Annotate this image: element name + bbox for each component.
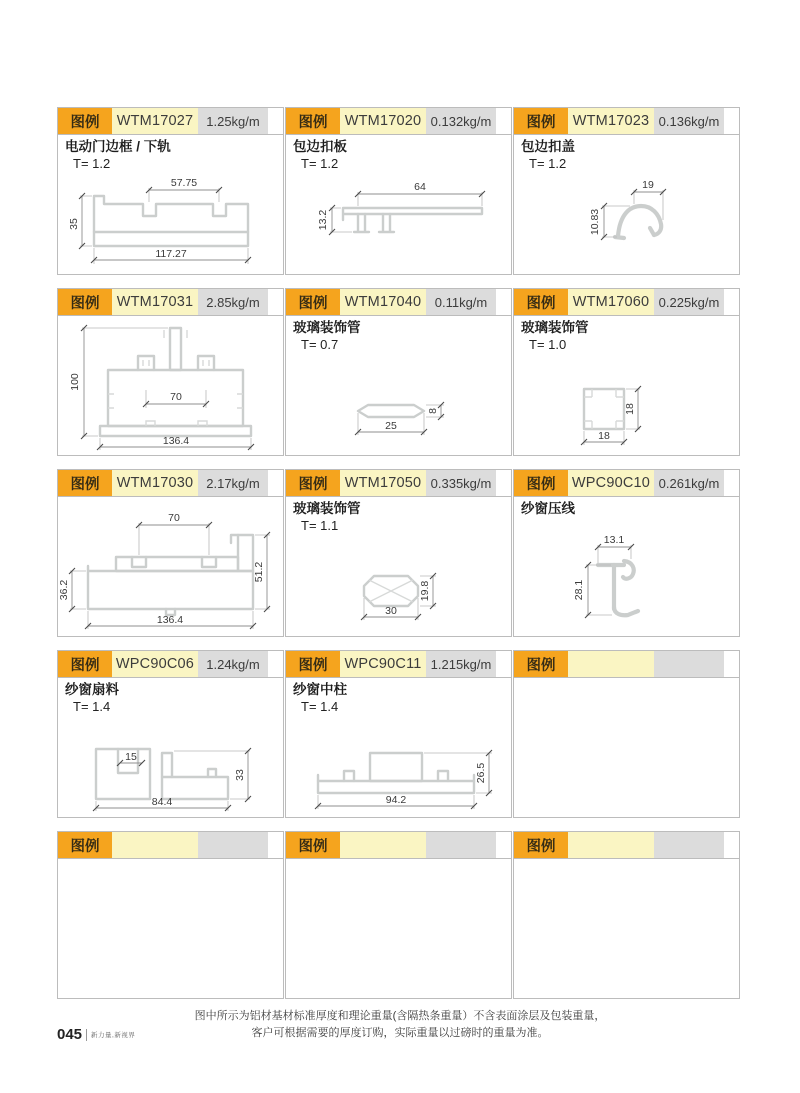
profile-drawing xyxy=(286,172,511,272)
legend-badge: 图例 xyxy=(286,832,340,858)
cell-body xyxy=(514,315,739,456)
profile-title: 纱窗压线 xyxy=(521,501,575,516)
dim-label: 19 xyxy=(642,179,654,191)
cell-body xyxy=(286,677,511,818)
page-brand: 新力量,新视界 xyxy=(91,1032,136,1039)
profile-drawing xyxy=(58,172,283,272)
profile-drawing xyxy=(58,316,283,456)
weight-value xyxy=(654,651,724,677)
dim-label: 26.5 xyxy=(475,762,487,784)
profile-title: 包边扣板 xyxy=(293,139,347,154)
profile-drawing xyxy=(286,534,511,634)
legend-badge: 图例 xyxy=(514,470,568,496)
legend-badge: 图例 xyxy=(286,651,340,677)
thickness-value: T= 1.0 xyxy=(529,337,567,352)
dim-label: 57.75 xyxy=(170,177,198,189)
dim-label: 100 xyxy=(69,373,81,391)
thickness-value: T= 1.2 xyxy=(301,156,339,171)
dim-label: 84.4 xyxy=(151,796,173,808)
profile-cell-wtm17050 xyxy=(285,469,512,637)
cell-header xyxy=(514,832,739,858)
thickness-value: T= 0.7 xyxy=(301,337,339,352)
legend-badge: 图例 xyxy=(514,108,568,134)
weight-value: 0.136kg/m xyxy=(654,108,724,134)
profile-cell-empty xyxy=(57,831,284,999)
legend-badge: 图例 xyxy=(58,289,112,315)
profile-title: 玻璃装饰管 xyxy=(521,320,589,335)
dim-label: 64 xyxy=(414,181,426,193)
dim-label: 8 xyxy=(427,408,439,414)
model-code: WPC90C10 xyxy=(568,470,654,496)
model-code: WPC90C06 xyxy=(112,651,198,677)
profile-cell-wtm17020 xyxy=(285,107,512,275)
profile-drawing xyxy=(514,172,739,272)
dim-label: 117.27 xyxy=(155,248,187,260)
weight-value: 0.11kg/m xyxy=(426,289,496,315)
legend-badge: 图例 xyxy=(514,289,568,315)
model-code xyxy=(568,651,654,677)
dim-label: 10.83 xyxy=(589,208,601,236)
legend-badge: 图例 xyxy=(58,832,112,858)
dim-label: 94.2 xyxy=(385,794,407,806)
model-code: WTM17060 xyxy=(568,289,654,315)
model-code: WTM17030 xyxy=(112,470,198,496)
profile-drawing xyxy=(514,353,739,453)
page-number: 045 xyxy=(57,1026,83,1043)
profile-cell-empty xyxy=(285,831,512,999)
footer-note-line1: 图中所示为铝材基材标准厚度和理论重量(含隔热条重量）不含表面涂层及包装重量， xyxy=(194,1010,606,1022)
footer-note-line2: 客户可根据需要的厚度订购，实际重量以过磅时的重量为准。 xyxy=(251,1027,549,1039)
cell-header xyxy=(514,108,739,134)
cell-body xyxy=(58,315,283,456)
profile-drawing xyxy=(286,715,511,815)
cell-body xyxy=(286,134,511,275)
cell-header xyxy=(514,289,739,315)
cell-body xyxy=(58,677,283,818)
dim-label: 15 xyxy=(125,751,137,763)
weight-value: 1.215kg/m xyxy=(426,651,496,677)
thickness-value: T= 1.2 xyxy=(529,156,567,171)
thickness-value: T= 1.2 xyxy=(73,156,111,171)
weight-value xyxy=(426,832,496,858)
profile-cell-wtm17040 xyxy=(285,288,512,456)
profile-drawing xyxy=(286,353,511,453)
dim-label: 18 xyxy=(624,403,636,415)
dim-label: 136.4 xyxy=(156,614,184,626)
dim-label: 36.2 xyxy=(58,579,70,601)
profile-drawing xyxy=(58,715,283,815)
cell-header xyxy=(58,289,283,315)
weight-value: 1.25kg/m xyxy=(198,108,268,134)
cell-body xyxy=(514,677,739,818)
model-code xyxy=(568,832,654,858)
model-code: WPC90C11 xyxy=(340,651,426,677)
model-code: WTM17020 xyxy=(340,108,426,134)
dim-label: 33 xyxy=(234,769,246,781)
dim-label: 30 xyxy=(385,605,397,617)
dim-label: 28.1 xyxy=(573,579,585,601)
legend-badge: 图例 xyxy=(286,289,340,315)
cell-body xyxy=(58,496,283,637)
legend-badge: 图例 xyxy=(58,651,112,677)
profile-cell-wtm17030 xyxy=(57,469,284,637)
profile-drawing xyxy=(58,497,283,637)
dim-label: 18 xyxy=(598,430,610,442)
profile-grid xyxy=(57,107,740,999)
weight-value: 0.132kg/m xyxy=(426,108,496,134)
profile-cell-wtm17027 xyxy=(57,107,284,275)
legend-badge: 图例 xyxy=(58,108,112,134)
legend-badge: 图例 xyxy=(286,108,340,134)
dim-label: 136.4 xyxy=(162,435,190,447)
profile-cell-empty xyxy=(513,831,740,999)
cell-header xyxy=(58,832,283,858)
legend-badge: 图例 xyxy=(514,651,568,677)
weight-value: 0.261kg/m xyxy=(654,470,724,496)
legend-badge: 图例 xyxy=(286,470,340,496)
thickness-value: T= 1.1 xyxy=(301,518,339,533)
page-footer xyxy=(57,1026,135,1043)
dim-label: 13.1 xyxy=(603,534,625,546)
profile-title: 纱窗中柱 xyxy=(293,682,347,697)
dim-label: 35 xyxy=(68,218,80,230)
cell-body xyxy=(286,315,511,456)
cell-header xyxy=(58,651,283,677)
model-code: WTM17027 xyxy=(112,108,198,134)
profile-cell-wpc90c10 xyxy=(513,469,740,637)
legend-badge: 图例 xyxy=(514,832,568,858)
model-code xyxy=(112,832,198,858)
profile-title: 包边扣盖 xyxy=(521,139,575,154)
cell-header xyxy=(286,470,511,496)
weight-value: 1.24kg/m xyxy=(198,651,268,677)
profile-cell-wpc90c11 xyxy=(285,650,512,818)
weight-value: 2.85kg/m xyxy=(198,289,268,315)
profile-cell-wtm17031 xyxy=(57,288,284,456)
weight-value: 0.335kg/m xyxy=(426,470,496,496)
legend-badge: 图例 xyxy=(58,470,112,496)
cell-body xyxy=(286,496,511,637)
cell-body xyxy=(514,134,739,275)
profile-cell-wpc90c06 xyxy=(57,650,284,818)
dim-label: 19.8 xyxy=(419,580,431,602)
model-code xyxy=(340,832,426,858)
cell-header xyxy=(58,108,283,134)
model-code: WTM17031 xyxy=(112,289,198,315)
cell-header xyxy=(286,651,511,677)
cell-header xyxy=(58,470,283,496)
profile-drawing xyxy=(514,517,739,635)
weight-value: 0.225kg/m xyxy=(654,289,724,315)
cell-body xyxy=(58,858,283,999)
profile-title: 电动门边框 / 下轨 xyxy=(65,139,171,154)
dim-label: 51.2 xyxy=(253,561,265,583)
weight-value: 2.17kg/m xyxy=(198,470,268,496)
model-code: WTM17050 xyxy=(340,470,426,496)
weight-value xyxy=(654,832,724,858)
cell-header xyxy=(514,651,739,677)
cell-body xyxy=(514,858,739,999)
cell-body xyxy=(58,134,283,275)
thickness-value: T= 1.4 xyxy=(73,699,111,714)
profile-cell-wtm17060 xyxy=(513,288,740,456)
model-code: WTM17023 xyxy=(568,108,654,134)
dim-label: 70 xyxy=(168,512,180,524)
profile-title: 纱窗扇料 xyxy=(65,682,119,697)
cell-header xyxy=(286,108,511,134)
profile-title: 玻璃装饰管 xyxy=(293,320,361,335)
page-footer-divider xyxy=(86,1029,87,1041)
dim-label: 25 xyxy=(385,420,397,432)
profile-cell-wtm17023 xyxy=(513,107,740,275)
model-code: WTM17040 xyxy=(340,289,426,315)
cell-header xyxy=(286,832,511,858)
dim-label: 13.2 xyxy=(317,209,329,231)
cell-header xyxy=(286,289,511,315)
thickness-value: T= 1.4 xyxy=(301,699,339,714)
cell-body xyxy=(286,858,511,999)
profile-title: 玻璃装饰管 xyxy=(293,501,361,516)
cell-body xyxy=(514,496,739,637)
dim-label: 70 xyxy=(170,391,182,403)
weight-value xyxy=(198,832,268,858)
profile-cell-empty xyxy=(513,650,740,818)
cell-header xyxy=(514,470,739,496)
